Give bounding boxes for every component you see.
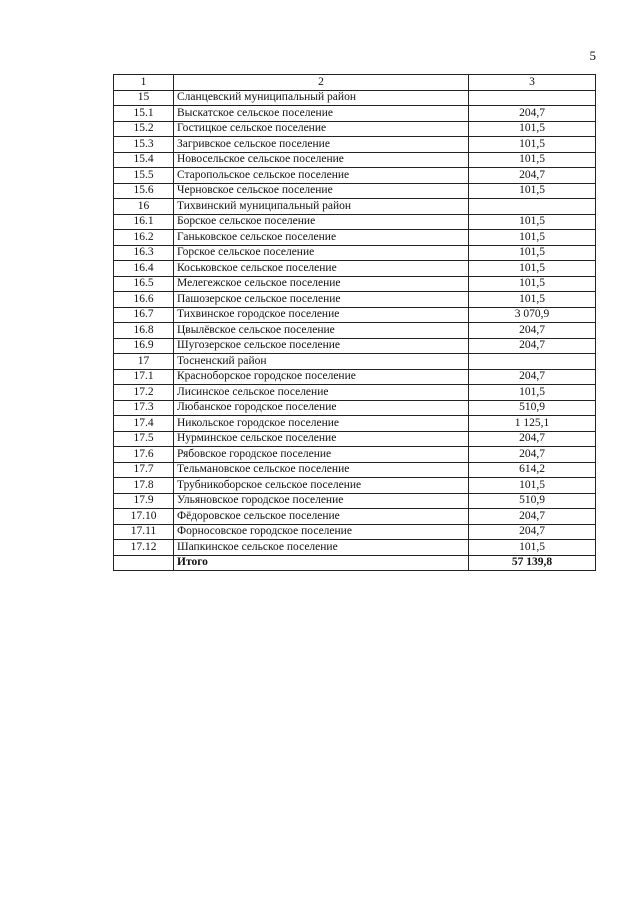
row-name-cell: Мелегежское сельское поселение <box>174 276 469 292</box>
row-number-cell: 17 <box>114 354 174 370</box>
row-amount-cell: 3 070,9 <box>469 307 596 323</box>
row-amount-cell: 204,7 <box>469 338 596 354</box>
row-number-cell: 15.6 <box>114 183 174 199</box>
row-number-cell: 17.3 <box>114 400 174 416</box>
table-row <box>114 168 596 184</box>
table-row <box>114 338 596 354</box>
row-amount-cell: 204,7 <box>469 369 596 385</box>
row-number-cell: 16.5 <box>114 276 174 292</box>
table-row <box>114 292 596 308</box>
row-number-cell: 17.11 <box>114 524 174 540</box>
total-number-cell <box>114 555 174 571</box>
row-name-cell: Коськовское сельское поселение <box>174 261 469 277</box>
row-number-cell: 16.2 <box>114 230 174 246</box>
table-row <box>114 137 596 153</box>
row-name-cell: Шугозерское сельское поселение <box>174 338 469 354</box>
row-number-cell: 17.1 <box>114 369 174 385</box>
row-number-cell: 15.1 <box>114 106 174 122</box>
row-amount-cell: 204,7 <box>469 323 596 339</box>
row-amount-cell: 101,5 <box>469 230 596 246</box>
row-name-cell: Тельмановское сельское поселение <box>174 462 469 478</box>
table-row <box>114 416 596 432</box>
row-amount-cell: 101,5 <box>469 152 596 168</box>
row-amount-cell: 204,7 <box>469 106 596 122</box>
row-name-cell: Фёдоровское сельское поселение <box>174 509 469 525</box>
row-name-cell: Сланцевский муниципальный район <box>174 90 469 106</box>
table-row <box>114 431 596 447</box>
row-amount-cell: 204,7 <box>469 431 596 447</box>
row-number-cell: 16.1 <box>114 214 174 230</box>
row-name-cell: Рябовское городское поселение <box>174 447 469 463</box>
table-row <box>114 106 596 122</box>
table-row <box>114 493 596 509</box>
row-number-cell: 16.3 <box>114 245 174 261</box>
row-name-cell: Красноборское городское поселение <box>174 369 469 385</box>
row-number-cell: 15 <box>114 90 174 106</box>
row-name-cell: Тихвинский муниципальный район <box>174 199 469 215</box>
row-name-cell: Горское сельское поселение <box>174 245 469 261</box>
row-number-cell: 17.12 <box>114 540 174 556</box>
row-amount-cell: 204,7 <box>469 168 596 184</box>
row-amount-cell: 101,5 <box>469 214 596 230</box>
table-row <box>114 245 596 261</box>
table-row <box>114 230 596 246</box>
row-name-cell: Цвылёвское сельское поселение <box>174 323 469 339</box>
row-amount-cell <box>469 354 596 370</box>
row-name-cell: Шапкинское сельское поселение <box>174 540 469 556</box>
row-name-cell: Черновское сельское поселение <box>174 183 469 199</box>
row-number-cell: 16.9 <box>114 338 174 354</box>
row-amount-cell: 101,5 <box>469 183 596 199</box>
table-row <box>114 509 596 525</box>
table-row <box>114 152 596 168</box>
row-name-cell: Форносовское городское поселение <box>174 524 469 540</box>
row-name-cell: Старопольское сельское поселение <box>174 168 469 184</box>
table-row <box>114 323 596 339</box>
row-amount-cell: 101,5 <box>469 261 596 277</box>
row-amount-cell: 614,2 <box>469 462 596 478</box>
row-name-cell: Нурминское сельское поселение <box>174 431 469 447</box>
row-amount-cell: 101,5 <box>469 292 596 308</box>
row-number-cell: 17.5 <box>114 431 174 447</box>
row-name-cell: Трубникоборское сельское поселение <box>174 478 469 494</box>
total-label-cell: Итого <box>174 555 469 571</box>
row-amount-cell: 101,5 <box>469 121 596 137</box>
table-row <box>114 524 596 540</box>
row-name-cell: Никольское городское поселение <box>174 416 469 432</box>
row-amount-cell: 101,5 <box>469 137 596 153</box>
row-amount-cell: 204,7 <box>469 509 596 525</box>
table-row <box>114 121 596 137</box>
table-row <box>114 540 596 556</box>
row-amount-cell <box>469 90 596 106</box>
row-number-cell: 16.4 <box>114 261 174 277</box>
row-name-cell: Выскатское сельское поселение <box>174 106 469 122</box>
row-name-cell: Любанское городское поселение <box>174 400 469 416</box>
row-name-cell: Борское сельское поселение <box>174 214 469 230</box>
row-number-cell: 17.4 <box>114 416 174 432</box>
row-amount-cell: 101,5 <box>469 478 596 494</box>
row-amount-cell: 204,7 <box>469 524 596 540</box>
row-name-cell: Лисинское сельское поселение <box>174 385 469 401</box>
row-amount-cell: 101,5 <box>469 245 596 261</box>
row-name-cell: Пашозерское сельское поселение <box>174 292 469 308</box>
row-name-cell: Ганьковское сельское поселение <box>174 230 469 246</box>
row-number-cell: 17.6 <box>114 447 174 463</box>
row-number-cell: 15.3 <box>114 137 174 153</box>
row-name-cell: Гостицкое сельское поселение <box>174 121 469 137</box>
header-col-3: 3 <box>469 75 596 91</box>
row-amount-cell: 101,5 <box>469 540 596 556</box>
table-row <box>114 199 596 215</box>
row-name-cell: Загривское сельское поселение <box>174 137 469 153</box>
row-number-cell: 16.8 <box>114 323 174 339</box>
table-row <box>114 354 596 370</box>
row-number-cell: 17.10 <box>114 509 174 525</box>
row-number-cell: 15.5 <box>114 168 174 184</box>
allocation-table <box>113 74 596 571</box>
total-row <box>114 555 596 571</box>
row-number-cell: 16 <box>114 199 174 215</box>
row-amount-cell: 1 125,1 <box>469 416 596 432</box>
row-amount-cell <box>469 199 596 215</box>
row-number-cell: 17.9 <box>114 493 174 509</box>
row-name-cell: Тихвинское городское поселение <box>174 307 469 323</box>
table-header-row <box>114 75 596 91</box>
table-row <box>114 307 596 323</box>
header-col-2: 2 <box>174 75 469 91</box>
table-row <box>114 478 596 494</box>
header-col-1: 1 <box>114 75 174 91</box>
row-number-cell: 16.6 <box>114 292 174 308</box>
table-row <box>114 385 596 401</box>
table-row <box>114 400 596 416</box>
row-number-cell: 15.4 <box>114 152 174 168</box>
total-amount-cell: 57 139,8 <box>469 555 596 571</box>
row-number-cell: 17.8 <box>114 478 174 494</box>
row-name-cell: Ульяновское городское поселение <box>174 493 469 509</box>
table-row <box>114 183 596 199</box>
table-body <box>114 75 596 571</box>
row-amount-cell: 101,5 <box>469 385 596 401</box>
row-name-cell: Тосненский район <box>174 354 469 370</box>
row-number-cell: 16.7 <box>114 307 174 323</box>
row-number-cell: 15.2 <box>114 121 174 137</box>
table-row <box>114 447 596 463</box>
table-row <box>114 214 596 230</box>
table-row <box>114 462 596 478</box>
row-amount-cell: 510,9 <box>469 400 596 416</box>
page-number: 5 <box>589 48 596 63</box>
row-number-cell: 17.2 <box>114 385 174 401</box>
table-row <box>114 369 596 385</box>
row-name-cell: Новосельское сельское поселение <box>174 152 469 168</box>
row-amount-cell: 204,7 <box>469 447 596 463</box>
table-row <box>114 276 596 292</box>
table-row <box>114 90 596 106</box>
row-amount-cell: 101,5 <box>469 276 596 292</box>
table-row <box>114 261 596 277</box>
row-number-cell: 17.7 <box>114 462 174 478</box>
row-amount-cell: 510,9 <box>469 493 596 509</box>
